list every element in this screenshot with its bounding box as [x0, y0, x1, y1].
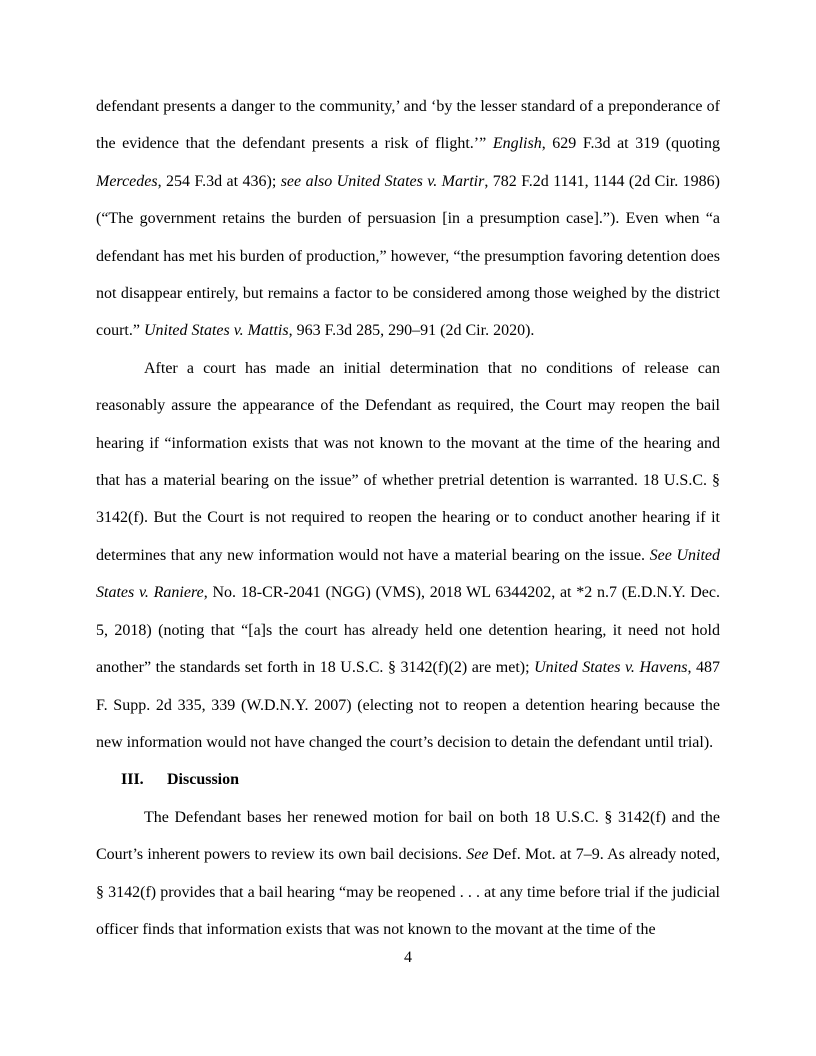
text-run: , No. 18-CR-2041 (NGG) (VMS), 2018 WL 6344202, at *2 n.7 (E.D.N.Y. Dec. 5, 2018) (noting that “[a]s the court has already held one detention hearing, it need not hold another” the standards set forth in 18 U.S.C. § 3142(f)(2) are met);	[96, 584, 720, 677]
case-citation: See	[466, 846, 489, 864]
case-citation: see also United States v. Martir	[280, 172, 485, 190]
text-run: , 254 F.3d at 436);	[157, 172, 281, 190]
text-run: , 963 F.3d 285, 290–91 (2d Cir. 2020).	[288, 322, 535, 340]
document-body	[96, 88, 720, 948]
paragraph	[96, 350, 720, 761]
text-run: The Defendant bases her renewed motion for bail on both 18 U.S.C. § 3142(f) and the Court’s inherent powers to review its own bail decisions.	[96, 808, 720, 864]
section-title: Discussion	[167, 771, 240, 789]
text-run: After a court has made an initial determination that no conditions of release can reasonably assure the appearance of the Defendant as required, the Court may reopen the bail hearing if “information exists that was not known to the movant at the time of the hearing and that has a material bearing on the issue” of whether pretrial detention is warranted. 18 U.S.C. § 3142(f). But the Court is not required to reopen the hearing or to conduct another hearing if it determines that any new information would not have a material bearing on the issue.	[96, 359, 720, 564]
text-run: , 629 F.3d at 319 (quoting	[541, 135, 721, 153]
text-run: , 782 F.2d 1141, 1144 (2d Cir. 1986) (“The government retains the burden of persuasion [in a presumption case].”). Even when “a defendant has met his burden of production,” however, “the presumption favoring detention does not disappear entirely, but remains a factor to be considered among those weighed by the district court.”	[96, 172, 721, 340]
case-citation: United States v. Mattis	[143, 322, 289, 340]
case-citation: See United States v. Raniere	[96, 546, 721, 602]
section-heading	[121, 761, 720, 798]
case-citation: Mercedes	[96, 172, 158, 190]
text-run: Def. Mot. at 7–9. As already noted, § 3142(f) provides that a bail hearing “may be reopened . . . at any time before trial if the judicial officer finds that information exists that was not known to the movant at the time of the	[96, 846, 720, 938]
text-run: , 487 F. Supp. 2d 335, 339 (W.D.N.Y. 2007) (electing not to reopen a detention hearing because the new information would not have changed the court’s decision to detain the defendant until trial).	[96, 659, 721, 751]
case-citation: United States v. Havens	[534, 659, 688, 677]
text-run: defendant presents a danger to the community,’ and ‘by the lesser standard of a preponderance of the evidence that the defendant presents a risk of flight.’”	[96, 98, 720, 153]
page-number: 4	[404, 949, 412, 966]
section-number: III.	[121, 771, 144, 789]
paragraph	[96, 88, 720, 350]
paragraph	[96, 799, 720, 949]
case-citation: English	[492, 135, 542, 153]
